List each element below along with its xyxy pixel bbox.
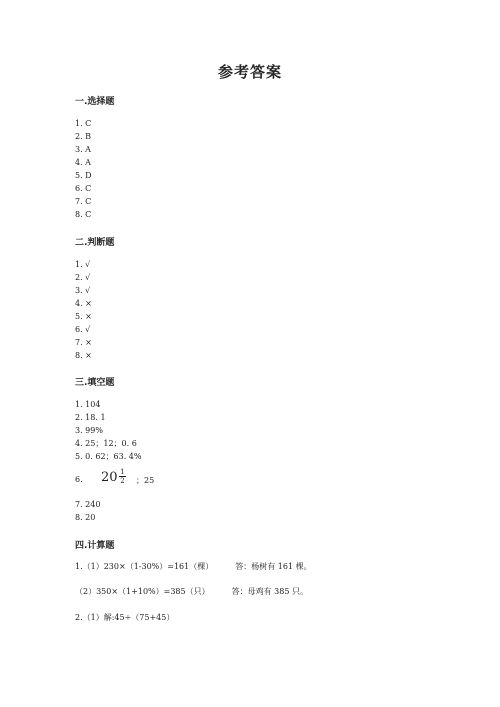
calc-line-2: [75, 586, 308, 597]
page-title: 参考答案: [217, 63, 282, 81]
list-item: 4. A: [75, 158, 91, 167]
list-item: 3. 99%: [75, 426, 103, 435]
list-item: 7. C: [75, 197, 92, 206]
list-item: 4. ×: [75, 299, 92, 308]
item-6-label: 6.: [75, 475, 83, 484]
calc-answer: 答：杨树有 161 棵。: [235, 562, 312, 571]
judge-answer-list: [75, 258, 92, 362]
list-item: 5. 0. 62；63. 4%: [75, 452, 142, 461]
section-heading-choice: 一.选择题: [75, 97, 115, 107]
fraction-denominator: 2: [120, 477, 125, 485]
list-item: 2. √: [75, 273, 91, 282]
calc-expression: 2.（1）解:45÷（75+45）: [75, 613, 175, 622]
choice-answer-list: [75, 117, 92, 221]
list-item: 6. √: [75, 325, 91, 334]
list-item: 8. C: [75, 210, 92, 219]
list-item: 6. C: [75, 184, 92, 193]
calc-expression: 1.（1）230×（1-30%）=161（棵）: [75, 562, 214, 571]
fraction-numerator: 1: [120, 468, 125, 476]
calc-answer: 答：母鸡有 385 只。: [231, 587, 308, 596]
section-heading-judge: 二.判断题: [75, 238, 115, 248]
list-item: 1. √: [75, 260, 91, 269]
item-6-rest: ；25: [136, 476, 155, 485]
section-heading-fill: 三.填空题: [75, 378, 115, 388]
list-item: 4. 25；12；0. 6: [75, 439, 137, 448]
list-item: 7. 240: [75, 500, 101, 509]
list-item: 8. ×: [75, 351, 92, 360]
list-item: 2. B: [75, 132, 92, 141]
fill-answer-list-cont: [75, 498, 100, 524]
list-item: 2. 18. 1: [75, 413, 106, 422]
list-item: 3. √: [75, 286, 91, 295]
calc-line-3: [75, 612, 174, 623]
list-item: 8. 20: [75, 513, 96, 522]
list-item: 5. ×: [75, 312, 92, 321]
list-item: 3. A: [75, 145, 91, 154]
list-item: 1. C: [75, 119, 92, 128]
calc-expression: （2）350×（1+10%）=385（只）: [75, 587, 210, 596]
list-item: 1. 104: [75, 400, 101, 409]
fill-answer-list: [75, 398, 142, 463]
list-item: 7. ×: [75, 338, 92, 347]
calc-line-1: [75, 561, 312, 572]
fraction: [119, 468, 126, 485]
list-item: 5. D: [75, 171, 92, 180]
mixed-number-whole: 20: [101, 470, 118, 485]
section-heading-calc: 四.计算题: [75, 541, 115, 551]
